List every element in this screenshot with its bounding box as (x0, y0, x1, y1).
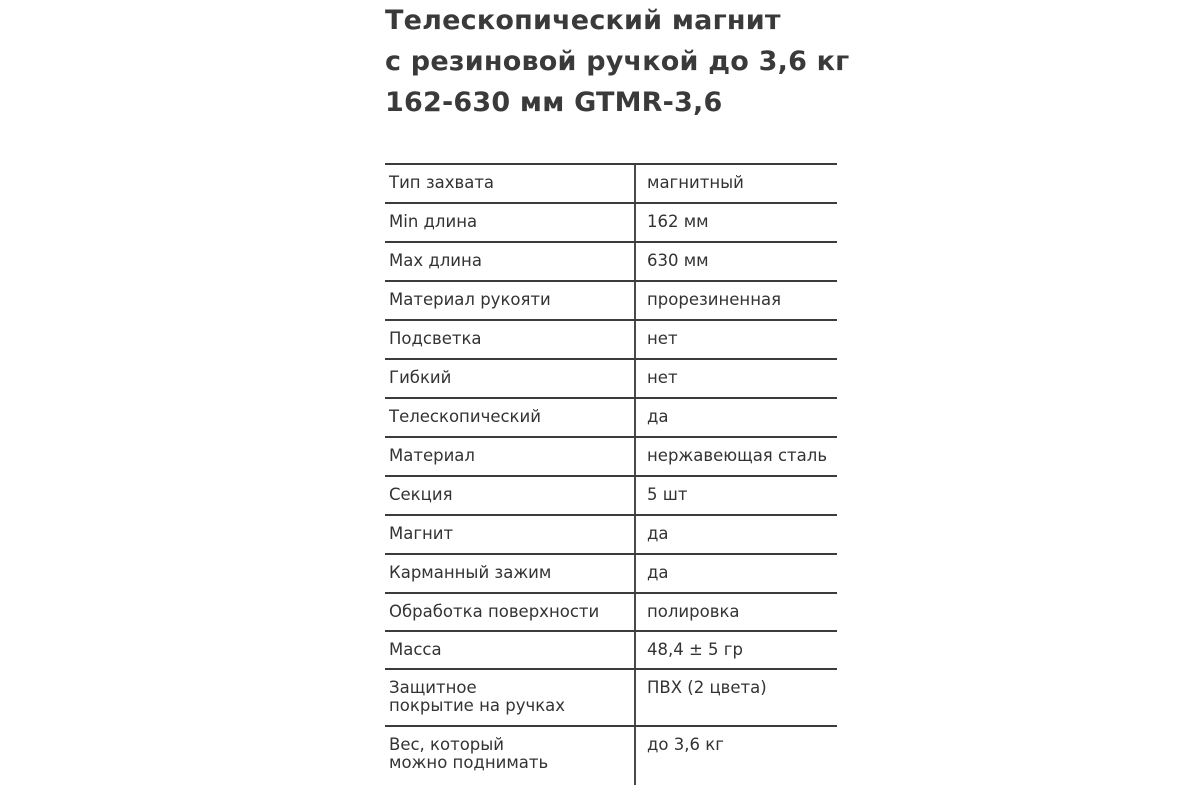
title-line-2: с резиновой ручкой до 3,6 кг (385, 46, 850, 77)
spec-key: Карманный зажим (389, 563, 552, 582)
column-divider (634, 727, 636, 785)
spec-key: Телескопический (389, 407, 541, 426)
spec-key: Защитное покрытие на ручках (389, 678, 566, 715)
spec-key: Подсветка (389, 329, 482, 348)
spec-key: Магнит (389, 524, 454, 543)
spec-value: да (647, 407, 669, 426)
spec-value: до 3,6 кг (647, 735, 724, 754)
spec-row (385, 241, 837, 280)
spec-value: магнитный (647, 173, 744, 192)
spec-value: нержавеющая сталь (647, 446, 828, 465)
spec-key: Секция (389, 485, 453, 504)
spec-value: да (647, 524, 669, 543)
spec-row (385, 202, 837, 241)
spec-key: Max длина (389, 251, 482, 270)
spec-key: Гибкий (389, 368, 452, 387)
spec-row (385, 725, 837, 785)
column-divider (634, 516, 636, 553)
spec-row (385, 280, 837, 319)
spec-row (385, 397, 837, 436)
spec-key: Вес, который можно поднимать (389, 735, 549, 772)
spec-row (385, 163, 837, 202)
column-divider (634, 204, 636, 241)
spec-key: Масса (389, 640, 442, 659)
column-divider (634, 670, 636, 725)
column-divider (634, 321, 636, 358)
column-divider (634, 360, 636, 397)
title-line-1: Телескопический магнит (385, 5, 781, 36)
spec-row (385, 592, 837, 630)
spec-key: Min длина (389, 212, 478, 231)
spec-value: 5 шт (647, 485, 688, 504)
column-divider (634, 282, 636, 319)
spec-row (385, 514, 837, 553)
spec-value: полировка (647, 602, 740, 621)
spec-value: нет (647, 329, 678, 348)
column-divider (634, 243, 636, 280)
spec-value: 630 мм (647, 251, 709, 270)
spec-row (385, 630, 837, 668)
column-divider (634, 555, 636, 592)
column-divider (634, 399, 636, 436)
spec-value: прорезиненная (647, 290, 782, 309)
spec-key: Материал (389, 446, 475, 465)
spec-row (385, 436, 837, 475)
spec-row (385, 553, 837, 592)
spec-key: Тип захвата (389, 173, 495, 192)
spec-row (385, 358, 837, 397)
title-line-3: 162-630 мм GTMR-3,6 (385, 87, 723, 118)
column-divider (634, 477, 636, 514)
spec-key: Обработка поверхности (389, 602, 600, 621)
spec-row (385, 319, 837, 358)
spec-value: нет (647, 368, 678, 387)
spec-row (385, 475, 837, 514)
spec-table (385, 163, 837, 785)
column-divider (634, 165, 636, 202)
spec-value: 48,4 ± 5 гр (647, 640, 743, 659)
spec-row (385, 668, 837, 725)
spec-key: Материал рукояти (389, 290, 551, 309)
spec-value: да (647, 563, 669, 582)
spec-value: 162 мм (647, 212, 709, 231)
column-divider (634, 438, 636, 475)
column-divider (634, 594, 636, 630)
spec-value: ПВХ (2 цвета) (647, 678, 767, 697)
product-title (385, 0, 885, 123)
column-divider (634, 632, 636, 668)
